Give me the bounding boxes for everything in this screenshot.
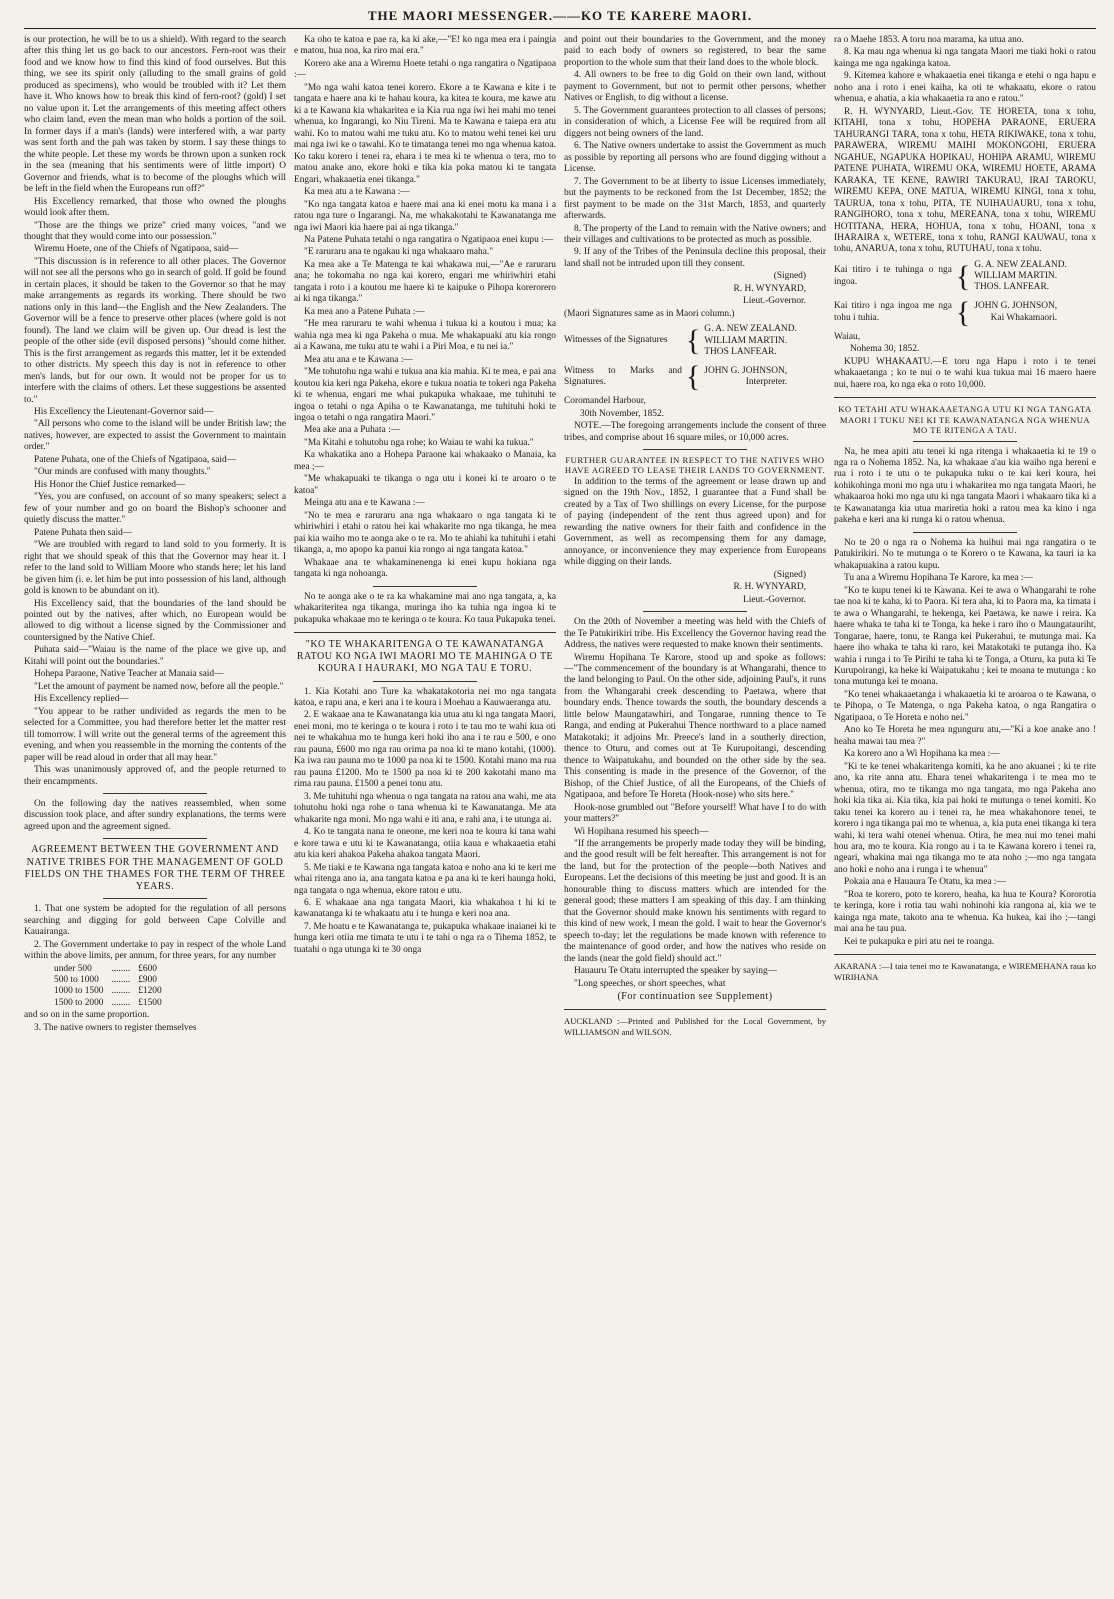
date: Nohema 30, 1852. [850, 344, 920, 355]
note: KUPU WHAKAATU.—E toru nga Hapu i roto i te tenei whakaaetanga ; ko te nui o te wahi kua tukua mai 16 maero haere nui, haere roa, ko nga eka o roto 10,000. [834, 356, 1096, 390]
signatures-list: R. H. WYNYARD, Lieut.-Gov. TE HORETA, tona x tohu, KITAHI, tona x tohu, HOPEHA PARAONE, ERUERA TAHURANGI TARA, tona x tohu, HETA RIKIWAKE, tona x tohu, PARAWERA, WIREMU MAIHI MOKONGOHI, ERUERA NGAHUE, NGAPUKA HOPIKAU, HOHIPA ARAMU, WIREMU PATENE PUHATA, WIREMU OKA, WIREMU HOETE, ARAMA KARAKA, TE KENE, RAWIRI TAKURAU, IRAI TAROKU, WIREMU KEPA, ONE MATUA, WIREMU KINGI, tona x tohu, TAURUA, tona x tohu, PITA, TE NUIHAUAURU, tona x tohu, RANGIHORO, tona x tohu, MEREANA, tona x tohu, WIREMU HOTITANA, HERA, HOHUA, tona x tohu, HOANI, tona x IHARAIRA x, WETERE, tona x tohu, RANGI KAUWAU, tona x tohu, ANARUA, tona x tohu, RUTUHAU, tona x tohu. [834, 106, 1096, 255]
agreement-clause: 7. The Government to be at liberty to issue Licenses immediately, but the payments to be reckoned from the 1st December, 1852; the first payment to be made on the 31st March, 1853, and quarterly afterwards. [564, 176, 826, 222]
paragraph: His Excellency replied— [34, 694, 129, 705]
paragraph: "Long speeches, or short speeches, what [574, 978, 726, 989]
maori-agreement-heading: "KO TE WHAKARITENGA O TE KAWANATANGA RATOU KO NGA IWI MAORI MO TE MAHINGA O TE KOURA I HAURAKI, MO NGA TAU E TORU. [296, 638, 554, 675]
paragraph: Patene Puhata then said— [34, 527, 133, 538]
marks-label: Witness to Marks and Signatures. [564, 365, 682, 388]
agreement-clause: 1. Kia Kotahi ano Ture ka whakatakotoria nei mo nga tangata katoa, e rapu ana, e keri ana i te koura i Moehau a Kauwaeranga atu. [294, 686, 556, 708]
agreement-clause: 5. Me tiaki e te Kawana nga tangata katoa e noho ana ki te keri me whai ritenga ano ia, ana tangata katoa e pa ana ki te keri haunga hoki, nga tangata o nga whenua, ekore ratou e utu. [294, 862, 556, 896]
paragraph: Hook-nose grumbled out "Before yourself! What have I to do with your matters?" [564, 802, 826, 825]
rate-amount: £900 [138, 974, 157, 985]
divider [913, 441, 1018, 442]
paragraph: No te 20 o nga ra o Nohema ka huihui mai nga rangatira o te Patukirikiri. No te mutunga o te Korero o te Kawana, ka tauri ia ka whakapuakina a ratou kupu. [834, 537, 1096, 571]
paragraph: Tu ana a Wiremu Hopihana Te Karore, ka mea :— [844, 573, 1033, 584]
paragraph: "Roa te korero, poto te korero, heaha, ka hua te Koura? Kororotia te keringa, kore i rotia tau wahi nohinohi kia rangona ai, kia we te kainga nga mate, takoto ana te whenua. Ka hukea, kai iho ;—tangi mai ana he tau pua. [834, 889, 1096, 935]
divider [373, 586, 478, 587]
paragraph: "All persons who come to the island will be under British law; the natives, however, are expected to assist the Government to maintain order." [24, 419, 286, 453]
paragraph: His Honor the Chief Justice remarked— [34, 479, 186, 490]
paragraph: Wi Hopihana resumed his speech— [574, 826, 709, 837]
paragraph: Korero ake ana a Wiremu Hoete tetahi o nga rangatira o Ngatipaoa :— [294, 58, 556, 81]
signed-label: (Signed) [773, 271, 806, 282]
paragraph: Meinga atu ana e te Kawana :— [304, 498, 425, 509]
paragraph: Mea atu ana e te Kawana :— [304, 354, 413, 365]
divider [103, 898, 208, 899]
paragraph: "Ko nga tangata katoa e haere mai ana ki enei motu ka mana i a ratou nga ture o Ingarangi. Na, me whakakotahi te Kawanatanga me nga iwi Maori kia haere pai ai nga tikanga." [294, 199, 556, 233]
paragraph: "Me whakapuaki te tikanga o nga utu i konei ki te aroaro o te katoa" [294, 474, 556, 496]
rate-range: 1500 to 2000 [54, 997, 104, 1008]
signatory-name: R. H. WYNYARD, [733, 283, 806, 294]
brace: { [955, 295, 971, 329]
agreement-clause: 9. If any of the Tribes of the Peninsula decline this proposal, their land shall not be intruded upon till they consent. [564, 247, 826, 269]
agreement-clause: 1. That one system be adopted for the regulation of all persons searching and digging for gold between Cape Colville and Kauairanga. [24, 904, 286, 938]
divider [643, 449, 748, 450]
paragraph: Kei te pukapuka e piri atu nei te roanga. [844, 936, 995, 947]
interpreter-name: JOHN G. JOHNSON, [974, 301, 1058, 312]
paragraph: Ka oho te katoa e pae ra, ka ki ake,—"E! ko nga mea era i paingia e matou, hua noa, ka riro mai era." [294, 35, 556, 57]
leader-dots: ........ [111, 963, 131, 974]
witness-name: G. A. NEW ZEALAND. [704, 324, 797, 335]
paragraph: Ka whakatika ano a Hohepa Paraone kai whakaako o Manaia, ka mea ;— [294, 450, 556, 472]
paragraph: Puhata said—"Waiau is the name of the place we give up, and Kitahi will point out the boundaries." [24, 645, 286, 667]
leader-dots: ........ [111, 997, 131, 1008]
paragraph: "Our minds are confused with many thoughts." [34, 467, 211, 478]
agreement-clause: 3. Me tuhituhi nga whenua o nga tangata na ratou ana wahi, me ata tohutohu hoki nga rohe o tana whenua ki te Kawanatanga. Me ata whakarite nga moni. Mo nga wahi e iti ana, e rahi ana, i te utunga ai. [294, 791, 556, 825]
paragraph: Ano ko Te Horeta he mea ngunguru atu,—"Ki a koe anake ano ! heaha mawai tau mea ?" [834, 725, 1096, 747]
brace: { [685, 360, 701, 394]
leader-dots: ........ [111, 974, 131, 985]
place: Coromandel Harbour, [564, 396, 646, 407]
agreement-clause: 5. The Government guarantees protection to all classes of persons; in consideration of which, a License Fee will be required from all diggers not being owners of the land. [564, 105, 826, 139]
interpreter-title: Interpreter. [745, 377, 788, 388]
witness-list [974, 260, 1067, 294]
paragraph: "We are troubled with regard to land sold to you formerly. It is right that we should speak of this that the Governor may hear it. I refer to the land sold to William Moore who stands here; let his land be given him (i. e. let him be put into possession of his land, although gold is known to be abundant on it). [24, 540, 286, 597]
witness-name: WILLIAM MARTIN. [704, 335, 788, 346]
paragraph: Pokaia ana e Hauaura Te Otatu, ka mea :— [844, 877, 1006, 888]
paragraph: Ka mea atu a te Kawana :— [304, 187, 410, 198]
agreement-clause: 2. The Government undertake to pay in respect of the whole Land within the above limits, per annum, for three years, for any number [24, 939, 286, 962]
witnesses-block [834, 260, 1096, 294]
divider [103, 838, 208, 839]
paragraph: "Me tohutohu nga wahi e tukua ana kia mahia. Ki te mea, e pai ana koutou kia keri nga Pakeha, ekore e tukua noatia te tokeri nga Pakeha ki te whenua, engari me whai pukapuka whakaae, me tuhituhi te ingoa o tetahi o nga Apiha o te Kawanatanga, me tuhituhi hoki te ingoa o tetahi o nga rangatira Maori." [294, 367, 556, 423]
interpreter-title: Kai Whakamaori. [990, 312, 1058, 323]
divider [834, 397, 1096, 398]
date: 30th November, 1852. [580, 408, 664, 419]
imprint: AUCKLAND :—Printed and Published for the Local Government, by WILLIAMSON and WILSON. [564, 1016, 826, 1037]
paragraph: His Excellency remarked, that those who owned the ploughs would look after them. [24, 196, 286, 219]
column-2 [294, 35, 556, 1595]
divider [103, 793, 208, 794]
agreement-clause: 4. Ko te tangata nana te oneone, me keri noa te koura ki tana wahi e kore tawa e utu ki te Kawanatanga, otiia kaua e whakaaetia etahi atu kia keri ahakoa Pakeha ahakoa tangata Maori. [294, 827, 556, 861]
paragraph: Mea ake ana a Puhata :— [304, 425, 401, 436]
signatory-title: Lieut.-Governor. [742, 594, 806, 605]
signatory-name: R. H. WYNYARD, [733, 582, 806, 593]
paragraph: Wiremu Hopihana Te Karore, stood up and spoke as follows:—"The commencement of the boundary is at Whangarahi, thence to the land belonging to Paul. On the other side, adjoining Paul's, it runs from the Whangarahi creek descending to Paetawa, where that boundary ends. Thence towards the south, the boundary descends a little below Maungatawhiri, and Tongarae, running thence to Te Ranga, and ending at Pukerahui Thence northward to a place named Matakotaki; it adjoins Mr. Preece's land in a southerly direction, thence to Oturu, and comes out at Te Kurupoitangi, descending thence to Waipatukahu, and bounded on the other side by the sea. This consenting is made in the presence of the Governor, of the Bishop, of the Chief Justice, of all the Europeans, of the Chiefs of Ngatipaoa, and before Te Horeta (Hook-nose) who sits here." [564, 652, 826, 801]
paragraph: "Ko te kupu tenei ki te Kawana. Kei te awa o Whangarahi te rohe tae noa ki te kaha, ki to Paora. Ki tera aha, ki to Paora ma, ka timata i te awa o Whangarahi, te hekenga, kei Paetawa, ke nawe i reira. Ka haere whaka te taha ki te Tonga, ka heke i raro iho o Maungatauriht, Tongarae, haere, tonu, te Ranga kei Pukerahui, te mutunga mai. Ka haere iho whaka te taha ki raro, kei Matakotaki te putanga iho. Ka wahia i runga i to Te Pirihi te taha ki te Tonga, a Oturu, ka puta ki Te Kurupoirangi, ka heke ki Waipatukahu ; kei te moana te mutunga : ko tona mutunga kei te moana. [834, 585, 1096, 688]
paragraph: Hohepa Paraone, Native Teacher at Manaia said— [34, 669, 224, 680]
witness-list [704, 324, 797, 358]
paragraph: "If the arrangements be properly made today they will be binding, and the good result will be felt hereafter. This arrangement is not for the land, but for the protection of the people—both Natives and Europeans. Let the decisions of this meeting be just and good. It is an honourable thing to discuss matters which are intended for the general good; these matters I am speaking of this day. I am thinking that the Governor should make known his sentiments with regard to this kind of new work, I mean the gold. I wait to hear the Governor's speech to-day; let the regulations be made known with reference to the maintenance of good order, and how the natives who reside on the lands (near the gold field) should act." [564, 839, 826, 964]
witness-name: THOS. LANFEAR. [974, 282, 1050, 293]
paragraph: Na Patene Puhata tetahi o nga rangatira o Ngatipaoa enei kupu :— [304, 234, 554, 245]
witness-name: THOS LANFEAR. [704, 346, 777, 357]
paragraph: "Ma Kitahi e tohutohu nga rohe; ko Waiau te wahi ka tukua." [304, 437, 534, 448]
paragraph: "No te mea e raruraru ana nga whakaaro o nga tangata ki te whiriwhiri i etahi o ratou hei kai whakarite mo nga tikanga, he mea pai kia waiho mo te aonga ake o te ra. Mo te ahiahi ka tuhituhi i etahi tikanga, a, mo apopo ka panui kia rongo ai nga tangata katoa." [294, 510, 556, 556]
paragraph: is our protection, he will be to us a shield). With regard to the search after this thing let us go back to our ancestors. Fern-root was their food and we know how to find this kind of food ourselves. But this thing, we see its spirit only (alluding to the small grains of gold produced as specimens), who would be troubled with it? Let them have it. Who knows how to break this kind of fern-root? (gold) I set no value upon it. Let the arrangements of this meeting affect others who claim land, even the mean man who holds a portion of the soil. In former days if a man's (lands) were interfered with, a war party was sent forth and the pah was taken by storm. I say these things to the white people. Let these my words be thrown upon a sunken rock in the sea (meaning that his sentiments were of little import) O Governor and friends, what is to become of the ploughs which will be left in the field when the Europeans run off?" [24, 35, 286, 195]
paragraph: On the following day the natives reassembled, when some discussion took place, and after sundry explanations, the terms were agreed upon and the agreement signed. [24, 799, 286, 832]
leader-dots: ........ [111, 986, 131, 997]
paragraph: "Those are the things we prize" cried many voices, "and we thought that they would come into our possession." [24, 220, 286, 242]
divider [834, 954, 1096, 955]
interpreter [704, 366, 787, 389]
payment-rates-table [54, 964, 170, 1010]
interpreter [974, 301, 1057, 324]
divider [373, 681, 478, 682]
divider [643, 611, 748, 612]
rate-range: 500 to 1000 [54, 974, 99, 985]
column-4 [834, 35, 1096, 1595]
rate-row [54, 986, 170, 997]
columns [24, 35, 1096, 1595]
divider [294, 632, 556, 633]
witness-name: G. A. NEW ZEALAND. [974, 259, 1067, 270]
place: Waiau, [834, 331, 861, 342]
paragraph: "You appear to be rather undivided as regards the men to be selected for a Committee, you had therefore better let the matter rest till tomorrow. I will write out the general terms of the agreement this evening, and when you reassemble in the morning the contents of the paper will be read aloud in order that all may hear." [24, 706, 286, 763]
paragraph: and point out their boundaries to the Government, and the money paid to each body of owners so registered, to bear the same proportion to the whole sum that their land does to the whole block. [564, 35, 826, 68]
rate-row [54, 998, 170, 1009]
rate-row [54, 964, 170, 975]
rate-range: under 500 [54, 963, 92, 974]
interpreter-name: JOHN G. JOHNSON, [704, 365, 788, 376]
agreement-heading: AGREEMENT BETWEEN THE GOVERNMENT AND NATIVE TRIBES FOR THE MANAGEMENT OF GOLD FIELDS ON THE THAMES FOR THE TERM OF THREE YEARS. [24, 844, 286, 892]
marks-label: Kai titiro i nga ingoa me nga tohu i tuhia. [834, 301, 952, 323]
paragraph: ra o Maehe 1853. A toru noa marama, ka utua ano. [834, 35, 1024, 45]
paragraph: Whakaae ana te whakaminenenga ki enei kupu hokiana nga tangata ki nga nohoanga. [294, 557, 556, 580]
agreement-clause: 6. E whakaae ana nga tangata Maori, kia whakahoa t hi ki te kawanatanga ki te whakaatu atu i te hunga e keri noa ana. [294, 897, 556, 920]
agreement-clause: 2. E wakaae ana te Kawanatanga kia utua atu ki nga tangata Maori, enei moni, mo te keringa o te koura i roto i te tau mo te wahi kua oti nei te whakahua mo te hunga keri hoki iho ana i te rau e 500, e ono rau pauna, £600 mo nga rau orima pa noa ki te mano kotahi, (1000). Ka iwa rau pauna mo te 1000 pa noa ki te 1500. Kotahi mano ma rua rau pauna £1200. Mo te 1500 pa noa ki te 200 kakotahi mano ma rima rau pauna. £1500 a penei tonu atu. [294, 710, 556, 790]
guarantee-heading: FURTHER GUARANTEE IN RESPECT TO THE NATIVES WHO HAVE AGREED TO LEASE THEIR LANDS TO GOVERNMENT. [564, 454, 826, 476]
witnesses-label: Witnesses of the Signatures [564, 335, 668, 346]
paragraph: Hauauru Te Otatu interrupted the speaker by saying— [574, 966, 778, 977]
paragraph: Na, he mea apiti atu tenei ki nga ritenga i whakaaetia ki te 19 o nga ra o Nohema 1852. Na, ka whakaae a'au kia waiho nga hereni e rua i roto i te utu o te pukapuka tuku o te kai keri koura, hei kohikohinga moni mo nga utu i whakaritea mo nga tangata Maori, he whakaaroa hoki mo nga utu ki nga tangata Maori i whakaaro tika ki a te Kawanatanga kia utua mariretia hoki a ratou mea ka kino i nga pakeha e keri ana ki runga ki o ratou whenua. [834, 446, 1096, 526]
brace: { [685, 324, 701, 358]
column-3 [564, 35, 826, 1595]
note: NOTE.—The foregoing arrangements include the consent of three tribes, and comprise about 16 square miles, or 10,000 acres. [564, 421, 826, 443]
paragraph: "Ko tenei whakaaetanga i whakaaetia ki te aroaroa o te Kawana, o te Pihopa, o Te Matenga, o nga Pakeha katoa, o nga Rangatira o Ngatipaoa, o Te Horeta e noho nei." [834, 689, 1096, 723]
masthead: THE MAORI MESSENGER.——KO TE KARERE MAORI. [24, 8, 1096, 29]
witnesses-block [564, 324, 826, 358]
paragraph: Patene Puhata, one of the Chiefs of Ngatipaoa, said— [34, 454, 237, 465]
agreement-clause: 7. Me hoatu e te Kawanatanga te, pukapuka whakaae inaianei ki te hunga keri otiia me timata te utu i te tahi o nga ra o Tihema 1852, te tuatahi o nga utunga ki te 30 onga [294, 921, 556, 955]
paragraph: Ka mea ano a Patene Puhata :— [304, 306, 425, 317]
paragraph: No te aonga ake o te ra ka whakamine mai ano nga tangata, a, ka whakariteritea nga tikanga, muringa iho ka tuhia nga ingoa ki te pukapuka whakaae mo te keringa o te koura. Ko taua Pukapuka tenei. [294, 591, 556, 625]
column-1 [24, 35, 286, 1595]
agreement-clause: 4. All owners to be free to dig Gold on their own land, without payment to Government, but not to permit other persons, whether Natives or English, to dig without a license. [564, 70, 826, 104]
witnesses-label: Kai titiro i te tuhinga o nga ingoa. [834, 265, 952, 287]
paragraph: "Mo nga wahi katoa tenei korero. Ekore a te Kawana e kite i te tangata e haere ana ki te hahau koura, ka kitea te koura, me kawe atu ki a te Kawana kia whakaritea e ia Kia rua nga iwi hei mahi mo tenei whenua, ko Ingarangi, ko Niu Tireni. Ma te Kawana e taiepa era atu wahi. Ko to matou wahi me tuku atu. Ko to matou wehi tenei kei uru mai nga iwi ke o tawahi. Ko te timatanga tenei mo nga whenua katoa. Ko taku korero i tenei ra, ehara i te mea ki te whenua o tera, mo to matou anake ano, ekore hoki e tika kia poka matou ki te tangata Engari, whakaaetia enei tikanga." [294, 82, 556, 185]
paragraph: "Let the amount of payment be named now, before all the people." [34, 681, 284, 692]
further-agreement-heading: KO TETAHI ATU WHAKAAETANGA UTU KI NGA TANGATA MAORI I TUKU NEI KI TE KAWANATANGA NGA WHENUA MO TE RITENGA A TAU. [838, 404, 1092, 436]
rate-amount: £1500 [138, 997, 162, 1008]
paragraph: "This discussion is in reference to all other places. The Governor will not see all the persons who go in search of gold. If gold be found in certain places, it should be taken to the Governor so that he may make arrangements as regards its working. There should be two nations only in this land—the English and the New Zealanders. The Governor will be a fence to preserve other places (where gold is not found). The land we claim will be given up. Our dread is lest the people of the other side (evil disposed persons) "should come hither. This is the first arrangement as regards this matter, let it be extended to other districts. My speech this day is not in reference to other men's lands, but for our own. It would not be proper for us to interfere with the claims of others. Let these suggestions be assented to." [24, 256, 286, 405]
paragraph: His Excellency the Lieutenant-Governor said— [34, 407, 214, 417]
paragraph: His Excellency said, that the boundaries of the land should be pointed out by the natives, after which, no European would be allowed to dig without a license signed by the Commissioner and countersigned by the Native Chief. [24, 598, 286, 643]
paragraph: and so on in the same proportion. [24, 1010, 150, 1021]
agreement-clause: 3. The native owners to register themselves [34, 1022, 197, 1033]
divider [564, 1009, 826, 1010]
paragraph: This was unanimously approved of, and the people returned to their encampments. [24, 765, 286, 787]
marks-block [564, 362, 826, 392]
maori-signatures-note: (Maori Signatures same as in Maori column.) [564, 308, 735, 319]
paragraph: Ka korero ano a Wi Hopihana ka mea :— [844, 749, 1000, 760]
brace: { [955, 259, 971, 293]
rate-row [54, 975, 170, 986]
paragraph: On the 20th of November a meeting was held with the Chiefs of the Te Patukirikiri tribe. His Excellency the Governor having read the Address, the natives were requested to make known their sentiments. [564, 617, 826, 651]
paragraph: Wiremu Hoete, one of the Chiefs of Ngatipaoa, said— [34, 244, 239, 255]
paragraph: "Yes, you are confused, on account of so many speakers; select a few of your number and go on board the Bishop's schooner and quietly discuss the matter." [24, 492, 286, 526]
agreement-clause: 8. The property of the Land to remain with the Native owners; and their villages and cultivations to be protected as much as possible. [564, 223, 826, 245]
paragraph: Ka mea ake a Te Matenga te kai whakawa nui,—"Ae e raruraru ana; he tokomaha no nga kai korero, engari me whiriwhiri etahi tangata i roto i a koutou me haere ki te kaipuke o Pihopa korerorero ai ki nga tikanga." [294, 259, 556, 305]
witness-name: WILLIAM MARTIN. [974, 271, 1058, 282]
signatory-title: Lieut.-Governor. [742, 296, 806, 307]
rate-range: 1000 to 1500 [54, 986, 104, 997]
paragraph: "He mea raruraru te wahi whenua i tukua ki a koutou i mua; ka wahia nga mea ki nga Pakeha o mua. Me whakapuaki atu kia rongo ai a Kawana, me tuku atu te wahi i a Piri Moa, e tu nei ia." [294, 319, 556, 353]
continuation-note: (For continuation see Supplement) [617, 991, 773, 1003]
rate-amount: £600 [138, 963, 157, 974]
signed-label: (Signed) [773, 569, 806, 580]
rate-amount: £1200 [138, 986, 162, 997]
agreement-clause: 6. The Native owners undertake to assist the Government as much as possible by reporting all persons who are found digging without a License. [564, 141, 826, 175]
agreement-clause: 8. Ka mau nga whenua ki nga tangata Maori me tiaki hoki o ratou kainga me nga ngakinga katoa. [834, 47, 1096, 69]
paragraph: In addition to the terms of the agreement or lease drawn up and signed on the 19th Nov., 1852, I guarantee that a Fund shall be created by a Tax of Two shillings on every License, for the purpose of paying (independent of the rent thus agreed upon) and for rewarding the native owners for their faith and confidence in the Government, as well as recompensing them for any damage, annoyance, or inconvenience they may experience from Europeans while digging on their lands. [564, 476, 826, 568]
marks-block [834, 295, 1096, 329]
agreement-clause: 9. Kitemea kahore e whakaaetia enei tikanga e etehi o nga hapu e noho ana i roto i enei kaiha, ka oti te whakaatu, ekore o ratou whenua, e ahatia, a kia whakaaetia ra ano e ratou." [834, 71, 1096, 105]
paragraph: "Ki te ke tenei whakaritenga komiti, ka he ano akuanei ; ki te rite ano, ka rite anna atu. Ehara tenei whakaritenga i te mea mo te whenua, otira, mo te tikanga mo nga tangata, mo nga Pakeha ano hoki kia tika ai. Kia tika, kia pai hoki te mutunga o tenei komiti. Ko taku tenei ka korero au i tenei ra, he mea whakahonore tenei, te korero i nga tikanga pai mo te whenua, a, kia puta enei tikanga ki tera wahi, ki tera wahi otenei whenua. Otira, he mea nui mo tenei mahi hou ara, mo te koura. Kia rongo au i ta te Kawana korero i tenei ra, ngeari, whakina mai nga tikanga mo te ata noho ;—mo nga tangata ano hoki e noho ana i runga i te whenua" [834, 761, 1096, 875]
divider [913, 532, 1018, 533]
paragraph: "E raruraru ana te ngakau ki nga whakaaro maha." [304, 247, 494, 258]
imprint: AKARANA :—I taia tenei mo te Kawanatanga, e WIREMEHANA raua ko WIRIHANA [834, 961, 1096, 982]
